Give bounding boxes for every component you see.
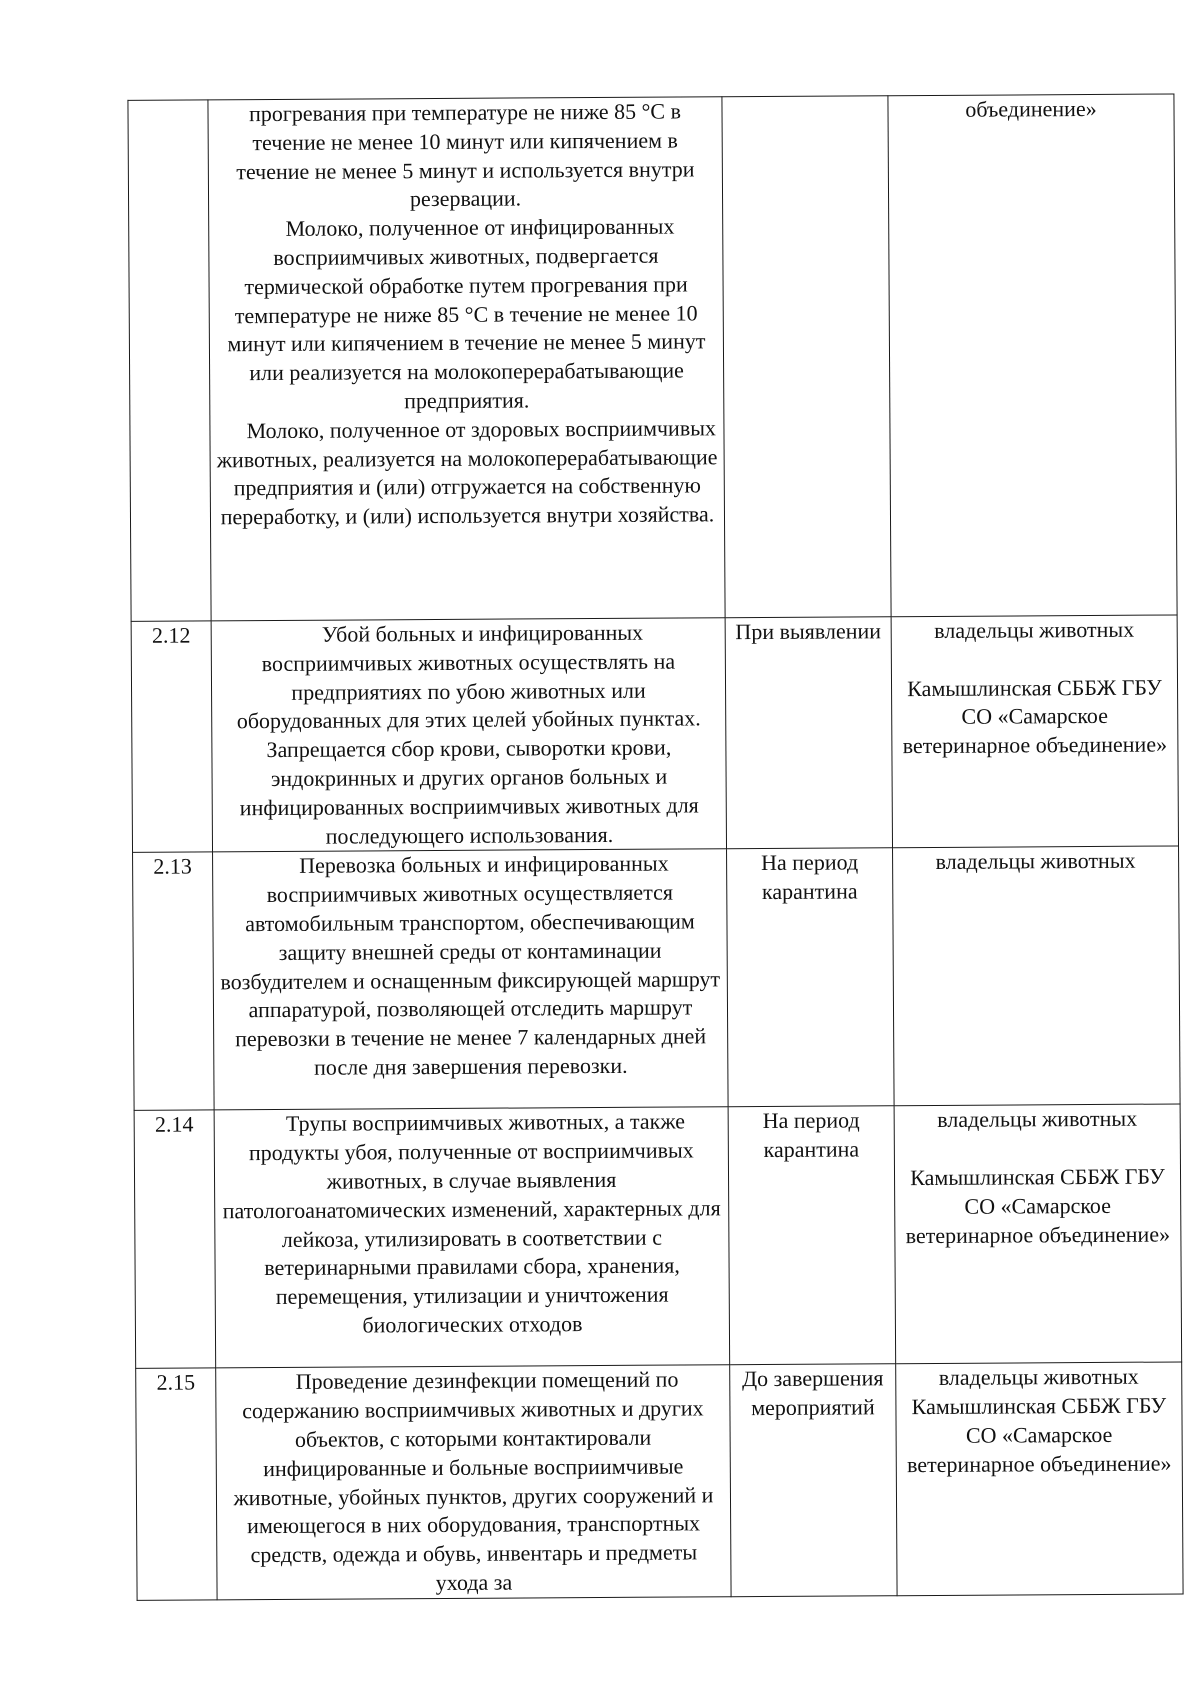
measure-paragraph: Молоко, полученное от здоровых восприимчивых животных, реализуется на молокоперерабатывающие предприятия и (или) отгружается на собственную переработку, и (или) используется внутри хозяйства.: [216, 415, 718, 530]
measure-paragraph: Убой больных и инфицированных восприимчивых животных осуществлять на предприятиях по убою животных или оборудованных для этих целей убойных пунктах. Запрещается сбор крови, сыворотки крови, эндокринных и других органов больных и инфицированных восприимчивых животных для последующего использования.: [236, 619, 701, 849]
responsible-owners: объединение»: [965, 95, 1097, 122]
row-number: 2.14: [134, 1110, 216, 1368]
measure-text: [216, 1365, 731, 1600]
table-row: [128, 94, 1177, 621]
table-row: [131, 615, 1178, 853]
responsible-service: Камышлинская СББЖ ГБУ СО «Самарское ветеринарное объединение»: [902, 674, 1168, 759]
responsible-owners: владельцы животных: [938, 1364, 1139, 1391]
responsible-cell: [891, 615, 1178, 848]
measure-paragraph: Проведение дезинфекции помещений по содержанию восприимчивых животных и других объектов, с которыми контактировали инфицированные и больные восприимчивые животные, убойных пунктов, других сооружений и имеющегося в них оборудования, транспортных средств, одежда и обувь, инвентарь и предметы ухода за: [233, 1366, 714, 1595]
measure-paragraph: Перевозка больных и инфицированных восприимчивых животных осуществляется автомобильным транспортом, обеспечивающим защиту внешней среды от контаминации возбудителем и оснащенным фиксирующей маршрут аппаратурой, позволяющей отследить маршрут перевозки в течение не менее 7 календарных дней после дня завершения перевозки.: [220, 850, 721, 1080]
measure-text: [213, 849, 729, 1110]
table-row: [133, 846, 1181, 1110]
measure-text: [214, 1107, 730, 1368]
table-row: [136, 1362, 1183, 1600]
row-number: 2.15: [136, 1368, 217, 1600]
term-cell: До завершения мероприятий: [730, 1364, 897, 1596]
term-cell: На период карантина: [728, 1106, 896, 1365]
measure-paragraph: прогревания при температуре не ниже 85 °С в течение не менее 10 минут или кипячением в течение не менее 5 минут и используется внутри резервации.: [236, 98, 695, 212]
measure-paragraph: Молоко, полученное от инфицированных восприимчивых животных, подвергается термической обработке путем прогревания при температуре не ниже 85 °С в течение не менее 10 минут или кипячением в течение не менее 5 минут или реализуется на молокоперерабатывающие предприятия.: [227, 213, 706, 414]
responsible-cell: [888, 94, 1177, 617]
responsible-cell: [896, 1362, 1183, 1595]
term-cell: При выявлении: [725, 617, 892, 849]
responsible-cell: [893, 846, 1181, 1106]
responsible-owners: владельцы животных: [935, 848, 1136, 875]
responsible-service: Камышлинская СББЖ ГБУ СО «Самарское ветеринарное объединение»: [905, 1163, 1171, 1248]
row-number: 2.13: [133, 852, 215, 1110]
responsible-service: Камышлинская СББЖ ГБУ СО «Самарское ветеринарное объединение»: [907, 1392, 1172, 1477]
measure-text: [208, 97, 725, 621]
measure-text: [211, 618, 726, 853]
term-cell: [722, 96, 891, 618]
measures-table: [127, 93, 1183, 1600]
table-row: [134, 1104, 1182, 1368]
row-number: 2.12: [131, 621, 212, 853]
responsible-cell: [894, 1104, 1182, 1364]
responsible-owners: владельцы животных: [937, 1106, 1138, 1133]
row-number: [128, 100, 211, 621]
term-cell: На период карантина: [727, 848, 895, 1107]
responsible-owners: владельцы животных: [934, 616, 1135, 643]
measure-paragraph: Трупы восприимчивых животных, а также продукты убоя, полученные от восприимчивых животных, в случае выявления патологоанатомических изменений, характерных для лейкоза, утилизировать в соответствии с ветеринарными правилами сбора, хранения, перемещения, утилизации и уничтожения биологических отходов: [222, 1108, 721, 1338]
